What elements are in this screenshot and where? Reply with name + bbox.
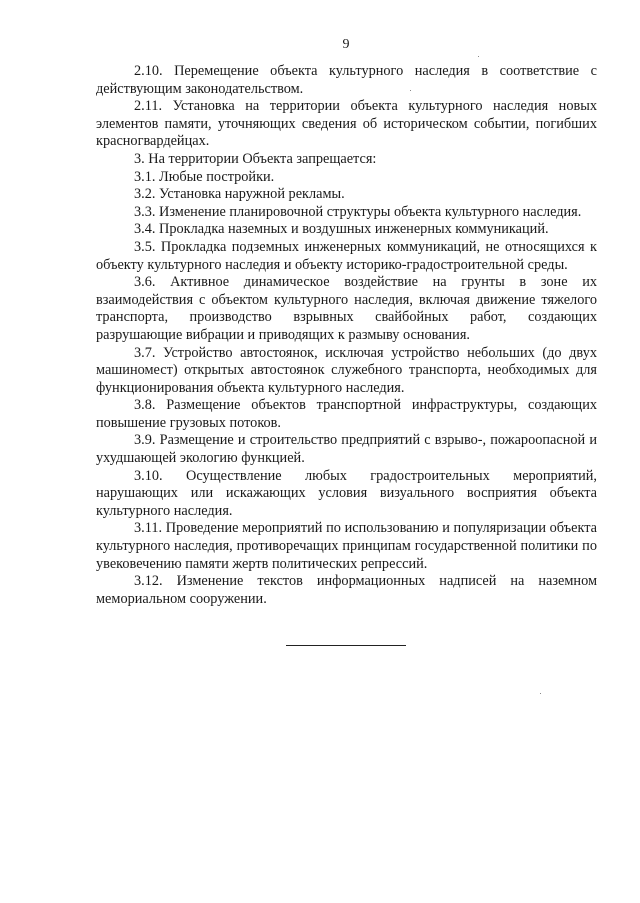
paragraph-2-10: 2.10. Перемещение объекта культурного наследия в соответствие с действующим законодательством. bbox=[96, 63, 597, 97]
paragraph-3-8: 3.8. Размещение объектов транспортной инфраструктуры, создающих повышение грузовых потоков. bbox=[96, 397, 597, 431]
paragraph-3-1: 3.1. Любые постройки. bbox=[134, 168, 275, 185]
section-3-heading: 3. На территории Объекта запрещается: bbox=[134, 150, 377, 167]
paragraph-3-6: 3.6. Активное динамическое воздействие на грунты в зоне их взаимодействия с объектом культурного наследия, включая движение тяжелого транспорта, производство взрывных свайбойных работ, создающих разрушающие вибрации и приводящих к размыву основания. bbox=[96, 274, 597, 343]
closing-rule bbox=[286, 645, 406, 646]
page-number: 9 bbox=[342, 37, 350, 52]
document-body bbox=[96, 63, 597, 608]
scan-speck bbox=[540, 693, 541, 694]
paragraph-3-3: 3.3. Изменение планировочной структуры объекта культурного наследия. bbox=[134, 203, 582, 220]
paragraph-3-12: 3.12. Изменение текстов информационных надписей на наземном мемориальном сооружении. bbox=[96, 573, 597, 607]
paragraph-3-10: 3.10. Осуществление любых градостроительных мероприятий, нарушающих или искажающих условия визуального восприятия объекта культурного наследия. bbox=[96, 467, 597, 519]
paragraph-3-2: 3.2. Установка наружной рекламы. bbox=[134, 186, 345, 203]
paragraph-3-9: 3.9. Размещение и строительство предприятий с взрыво-, пожароопасной и ухудшающей экологию функцией. bbox=[96, 432, 597, 467]
paragraph-3-7: 3.7. Устройство автостоянок, исключая устройство небольших (до двух машиномест) открытых автостоянок служебного транспорта, необходимых для функционирования объекта культурного наследия. bbox=[96, 344, 597, 396]
paragraph-3-5: 3.5. Прокладка подземных инженерных коммуникаций, не относящихся к объекту культурного наследия и объекту историко-градостроительной среды. bbox=[96, 238, 597, 273]
paragraph-2-11: 2.11. Установка на территории объекта культурного наследия новых элементов памяти, уточняющих сведения об историческом событии, погибших красногвардейцах. bbox=[96, 98, 597, 150]
paragraph-3-11: 3.11. Проведение мероприятий по использованию и популяризации объекта культурного наследия, противоречащих принципам государственной политики по увековечению памяти жертв политических репрессий. bbox=[96, 520, 597, 572]
paragraph-3-4: 3.4. Прокладка наземных и воздушных инженерных коммуникаций. bbox=[134, 221, 549, 238]
scan-speck bbox=[410, 90, 411, 91]
scan-speck bbox=[478, 56, 479, 57]
